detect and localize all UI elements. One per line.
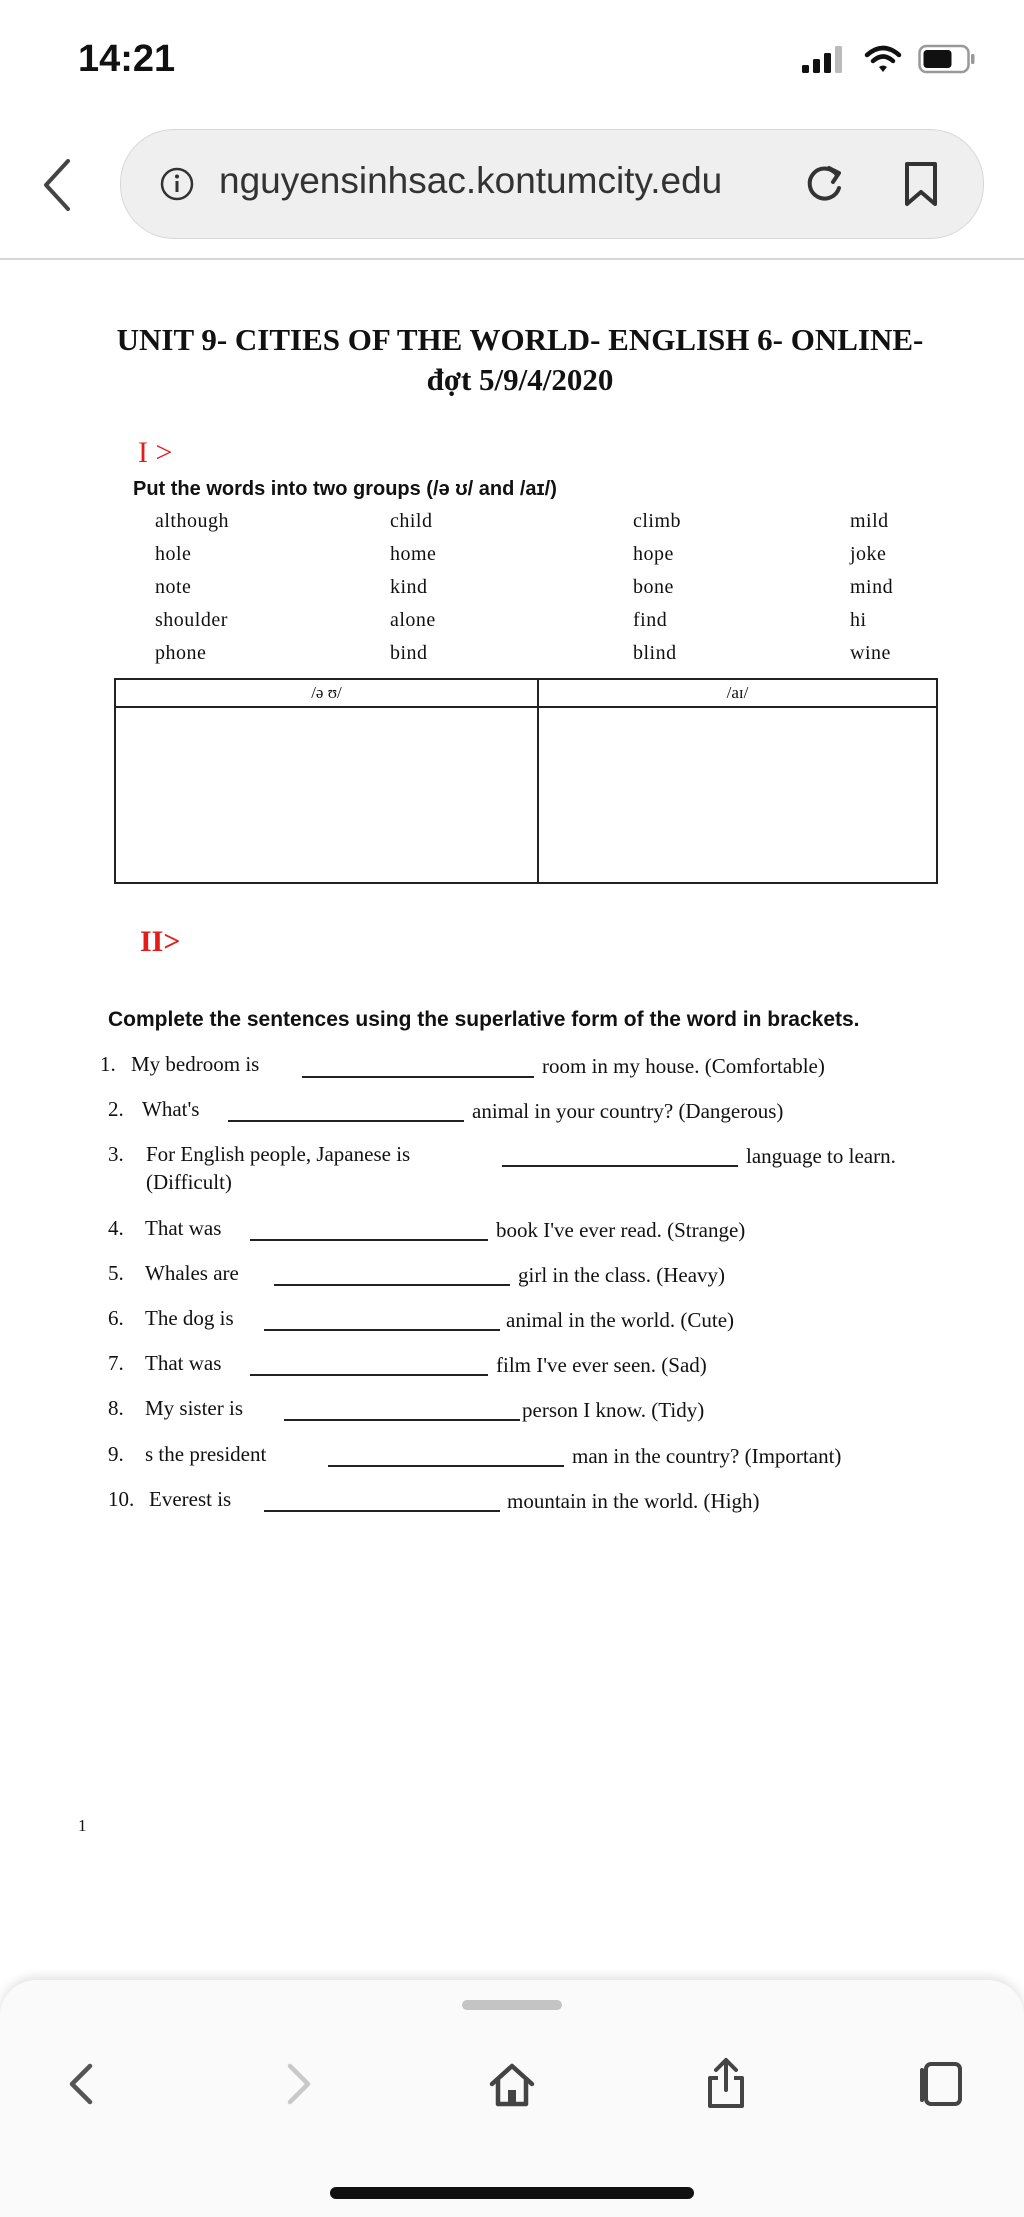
word: hope xyxy=(633,543,674,565)
table-header-schwa: /ə ʊ/ xyxy=(116,680,537,708)
status-icons xyxy=(802,44,976,74)
question-text-after: book I've ever read. (Strange) xyxy=(496,1218,746,1242)
section-2-instruction: Complete the sentences using the superlative form of the word in brackets. xyxy=(108,1008,860,1031)
question-text-before: My bedroom is xyxy=(131,1052,260,1076)
question-text-after: mountain in the world. (High) xyxy=(507,1489,760,1513)
status-time: 14:21 xyxy=(78,38,176,80)
answer-blank[interactable] xyxy=(274,1284,510,1286)
word: joke xyxy=(850,543,887,565)
question-text-after: language to learn. xyxy=(746,1144,896,1168)
word: home xyxy=(390,543,437,565)
word-grid xyxy=(155,510,935,680)
question-text-after: person I know. (Tidy) xyxy=(522,1398,705,1422)
question-text-after: film I've ever seen. (Sad) xyxy=(496,1353,707,1377)
word: kind xyxy=(390,576,428,598)
question-number: 1. xyxy=(100,1052,116,1076)
tabs-icon[interactable] xyxy=(912,2054,972,2114)
question-number: 2. xyxy=(108,1097,124,1121)
back-chevron-icon[interactable] xyxy=(38,155,78,215)
question-number: 9. xyxy=(108,1442,124,1466)
answer-blank[interactable] xyxy=(302,1076,534,1078)
section-1-marker: I > xyxy=(138,436,173,469)
question-number: 8. xyxy=(108,1396,124,1420)
word: bind xyxy=(390,642,428,664)
answer-blank[interactable] xyxy=(264,1329,500,1331)
toolbar-grabber[interactable] xyxy=(462,2000,562,2010)
question-number: 5. xyxy=(108,1261,124,1285)
question-text-before: s the president xyxy=(145,1442,267,1466)
word: climb xyxy=(633,510,682,532)
table-divider xyxy=(537,680,539,882)
answer-blank[interactable] xyxy=(228,1120,464,1122)
grouping-table xyxy=(114,678,938,884)
reload-icon[interactable] xyxy=(801,160,849,208)
home-indicator xyxy=(330,2187,694,2199)
question-text-before: That was xyxy=(145,1351,222,1375)
word: note xyxy=(155,576,192,598)
bookmark-icon[interactable] xyxy=(901,160,941,208)
word: shoulder xyxy=(155,609,228,631)
word: bone xyxy=(633,576,674,598)
question-text-before: The dog is xyxy=(145,1306,234,1330)
question-text-after: room in my house. (Comfortable) xyxy=(542,1054,825,1078)
answer-blank[interactable] xyxy=(250,1374,488,1376)
home-icon[interactable] xyxy=(482,2054,542,2114)
word: although xyxy=(155,510,229,532)
question-text-before: For English people, Japanese is xyxy=(146,1142,411,1166)
question-text-after: girl in the class. (Heavy) xyxy=(518,1263,726,1287)
question-text-before: My sister is xyxy=(145,1396,244,1420)
word: alone xyxy=(390,609,436,631)
answer-blank[interactable] xyxy=(502,1165,738,1167)
question-number: 3. xyxy=(108,1142,124,1166)
section-1-instruction: Put the words into two groups (/ə ʊ/ and /aɪ/) xyxy=(133,478,557,500)
word: child xyxy=(390,510,433,532)
question-number: 7. xyxy=(108,1351,124,1375)
status-bar xyxy=(0,0,1024,120)
page-number: 1 xyxy=(78,1816,87,1835)
answer-blank[interactable] xyxy=(284,1419,520,1421)
word: find xyxy=(633,609,668,631)
word: blind xyxy=(633,642,677,664)
question-text-before: What's xyxy=(142,1097,200,1121)
answer-blank[interactable] xyxy=(250,1239,488,1241)
share-icon[interactable] xyxy=(696,2054,756,2114)
question-text-after: animal in the world. (Cute) xyxy=(506,1308,735,1332)
answer-blank[interactable] xyxy=(264,1510,500,1512)
question-number: 6. xyxy=(108,1306,124,1330)
word: hole xyxy=(155,543,192,565)
section-2-marker: II> xyxy=(140,925,181,958)
question-text-extra: (Difficult) xyxy=(146,1170,232,1194)
document-page xyxy=(0,260,1024,1980)
question-text-before: Everest is xyxy=(149,1487,232,1511)
bottom-toolbar xyxy=(0,1980,1024,2217)
question-text-after: animal in your country? (Dangerous) xyxy=(472,1099,784,1123)
forward-icon[interactable] xyxy=(268,2054,328,2114)
question-text-before: Whales are xyxy=(145,1261,239,1285)
word: mild xyxy=(850,510,889,532)
question-number: 10. xyxy=(108,1487,135,1511)
cellular-signal-icon xyxy=(802,45,848,73)
wifi-icon xyxy=(864,44,902,74)
back-icon[interactable] xyxy=(52,2054,112,2114)
word: mind xyxy=(850,576,894,598)
title-line-1: UNIT 9- CITIES OF THE WORLD- ENGLISH 6- ONLINE- xyxy=(116,322,924,357)
question-text-before: That was xyxy=(145,1216,222,1240)
battery-icon xyxy=(918,44,976,74)
question-text-after: man in the country? (Important) xyxy=(572,1444,842,1468)
info-icon[interactable] xyxy=(159,166,195,202)
word: wine xyxy=(850,642,891,664)
title-line-2: đợt 5/9/4/2020 xyxy=(426,362,614,397)
table-header-ai: /aɪ/ xyxy=(539,680,936,708)
question-number: 4. xyxy=(108,1216,124,1240)
answer-blank[interactable] xyxy=(328,1465,564,1467)
page-title xyxy=(70,320,970,400)
word: hi xyxy=(850,609,867,631)
address-bar[interactable] xyxy=(120,129,984,239)
word: phone xyxy=(155,642,207,664)
browser-toolbar xyxy=(0,125,1024,255)
url-text[interactable]: nguyensinhsac.kontumcity.edu xyxy=(219,160,723,201)
